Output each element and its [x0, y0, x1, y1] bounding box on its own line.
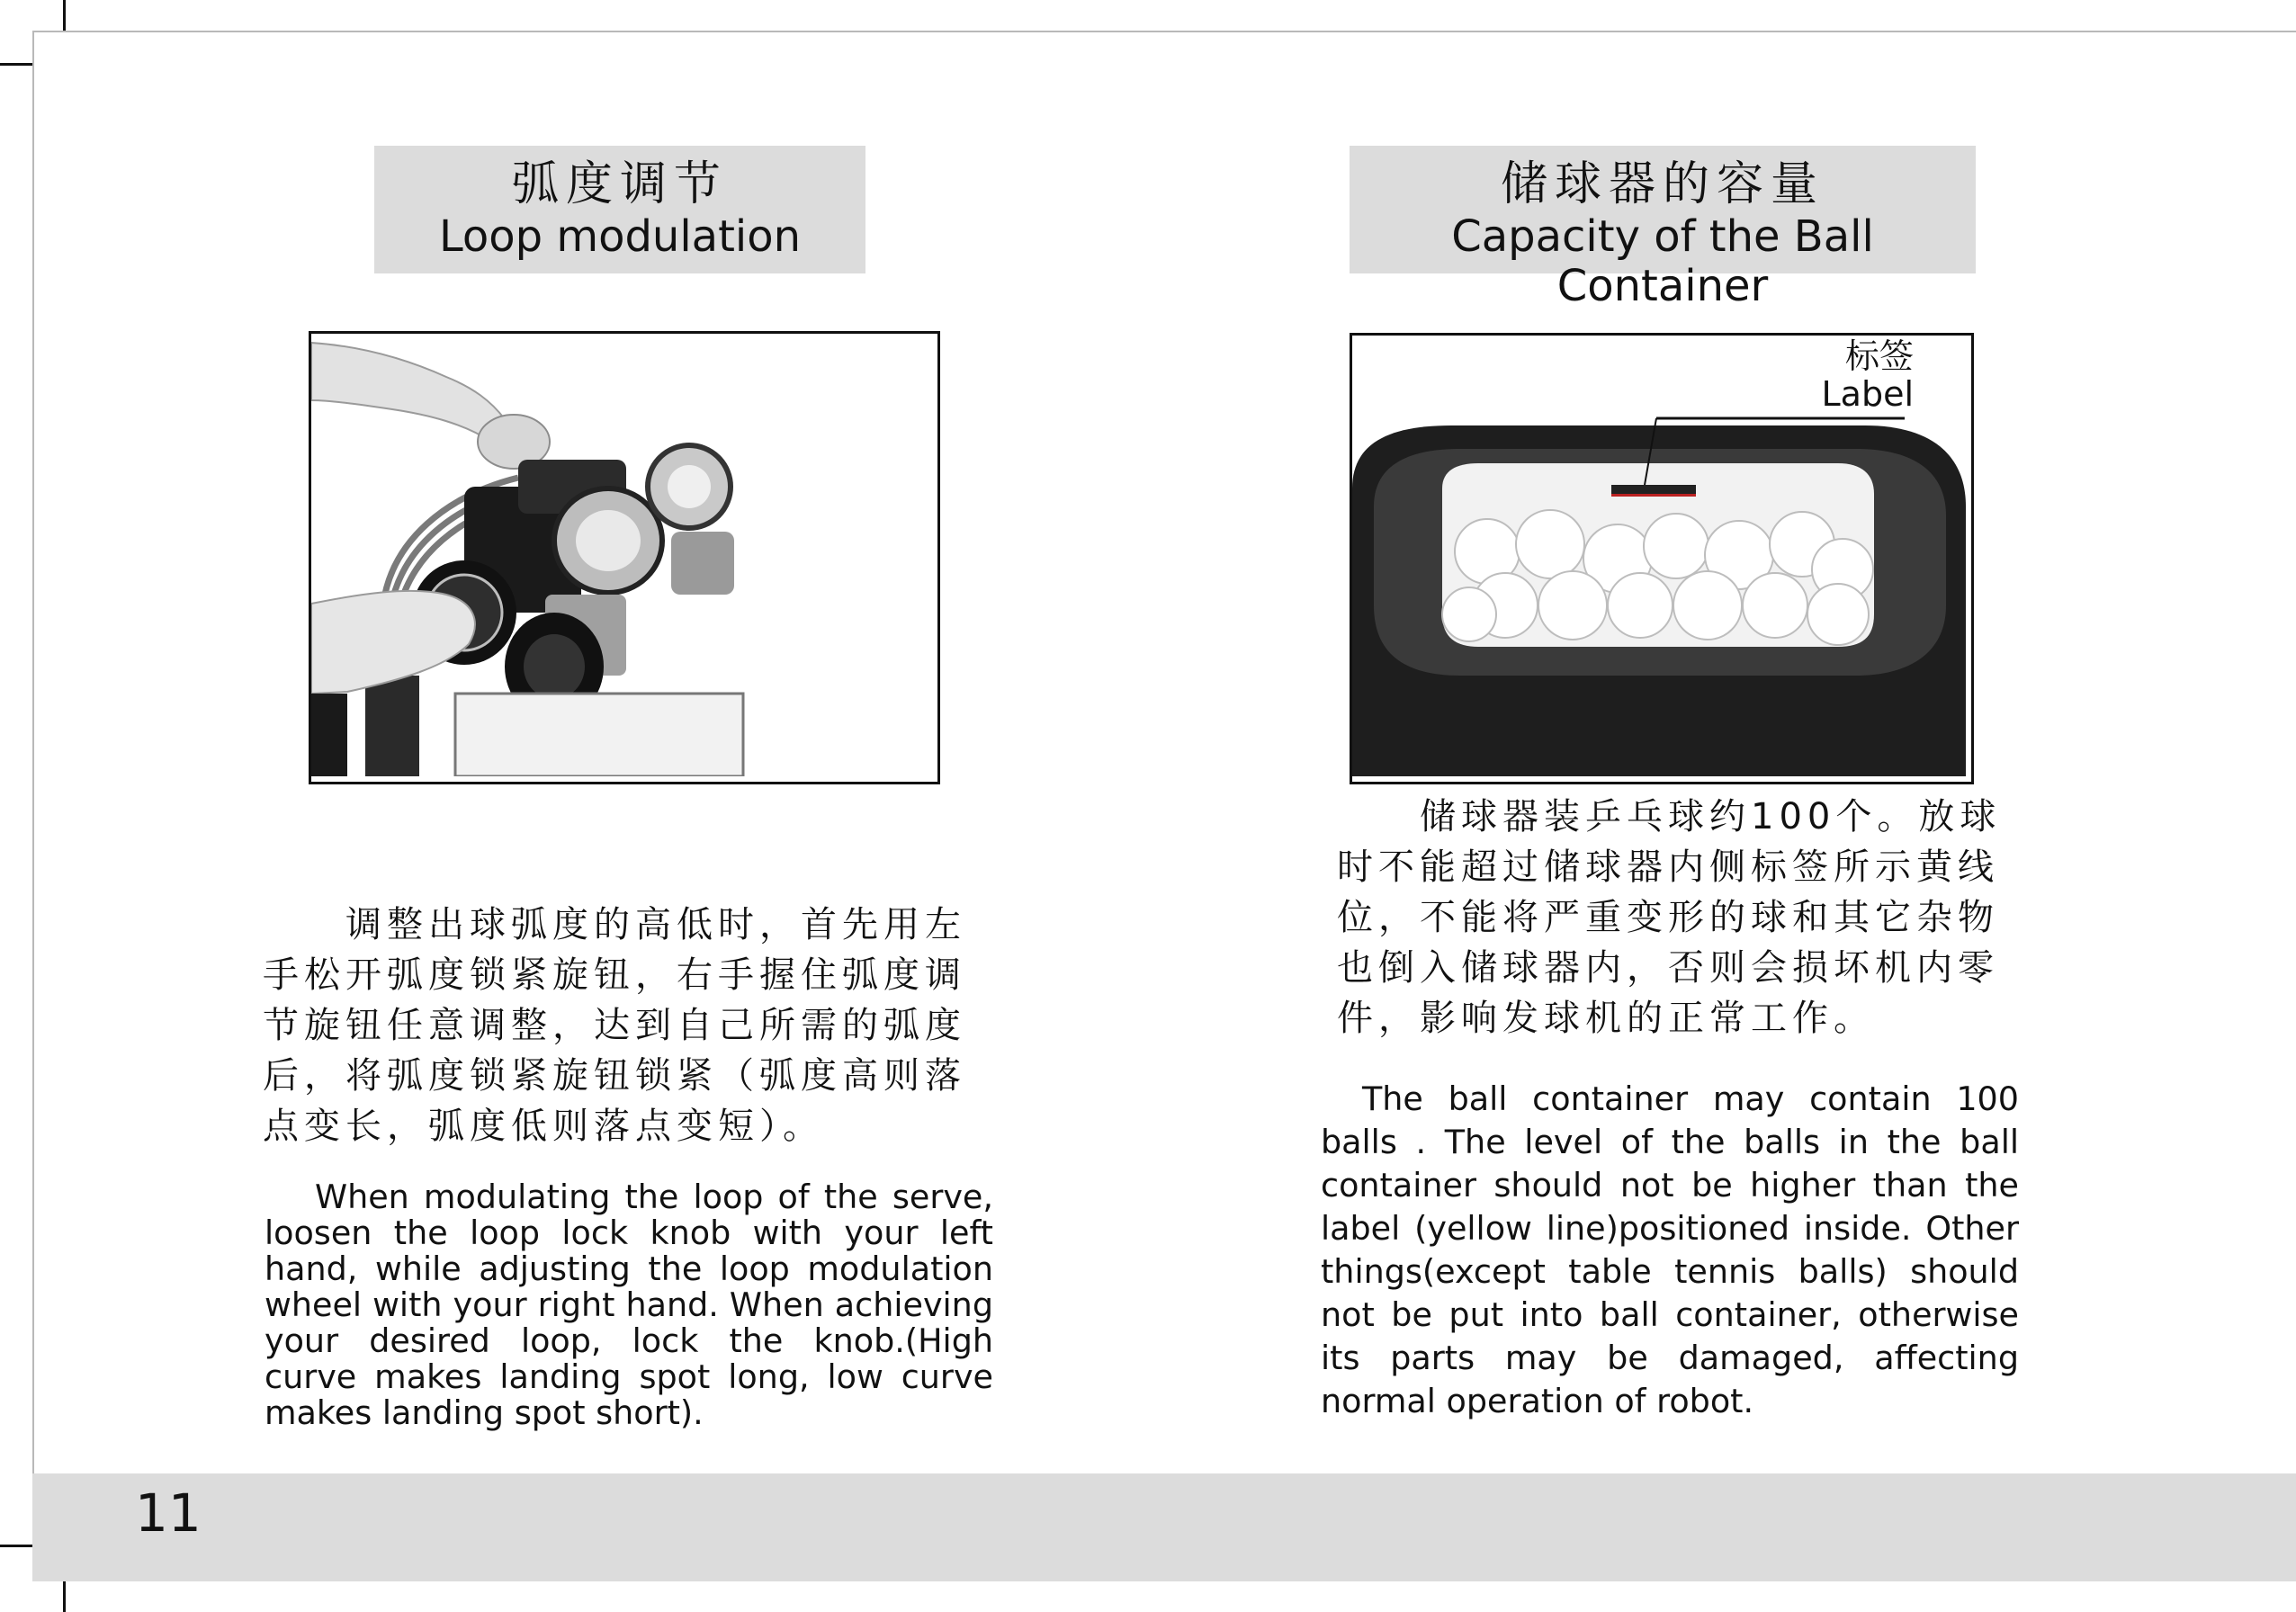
capacity-title-zh: 储球器的容量: [1500, 157, 1825, 211]
page-border-left: [32, 31, 34, 1581]
loop-paragraph-en: When modulating the loop of the serve, loosen the loop lock knob with your left hand, while adjusting the loop modulation wheel with your right hand. When achieving your desired loop, lock the knob.(High curve makes landing spot long, low curve makes landing spot short).: [265, 1178, 993, 1432]
loop-paragraph-zh: 调整出球弧度的高低时，首先用左手松开弧度锁紧旋钮，右手握住弧度调节旋钮任意调整，达到自己所需的弧度后，将弧度锁紧旋钮锁紧（弧度高则落点变长，弧度低则落点变短）。: [263, 904, 966, 1147]
footer-band: [32, 1473, 2296, 1581]
capacity-title-en: Capacity of the Ball Container: [1451, 210, 1874, 311]
capacity-paragraph-zh: 储球器装乒乓球约100个。放球时不能超过储球器内侧标签所示黄线位，不能将严重变形的球和其它杂物也倒入储球器内，否则会损坏机内零件，影响发球机的正常工作。: [1337, 796, 2002, 1039]
label-callout: [1821, 337, 1914, 413]
crop-mark-bottom: [63, 1581, 66, 1612]
crop-mark-left-top: [0, 63, 32, 66]
capacity-paragraph-en: The ball container may contain 100 balls . The level of the balls in the ball container should not be higher than the label (yellow line)positioned inside. Other things(except table tennis balls) should not be put into ball container, otherwise its parts may be damaged, affecting normal operation of robot.: [1321, 1079, 2019, 1420]
label-callout-zh: 标签: [1844, 336, 1914, 376]
loop-title-en: Loop modulation: [438, 210, 802, 262]
page-border-top: [32, 31, 2296, 32]
crop-mark-top: [63, 0, 66, 31]
loop-title-zh: 弧度调节: [511, 157, 728, 211]
hands-adjusting-robot-illustration: [311, 334, 932, 776]
loop-modulation-title-box: [374, 146, 865, 273]
page-number: 11: [135, 1482, 202, 1544]
ball-container-title-box: [1350, 146, 1976, 311]
crop-mark-left-bottom: [0, 1545, 32, 1547]
label-callout-en: Label: [1821, 374, 1914, 414]
loop-adjustment-photo: [309, 331, 940, 784]
ball-container-photo: [1350, 333, 1974, 784]
